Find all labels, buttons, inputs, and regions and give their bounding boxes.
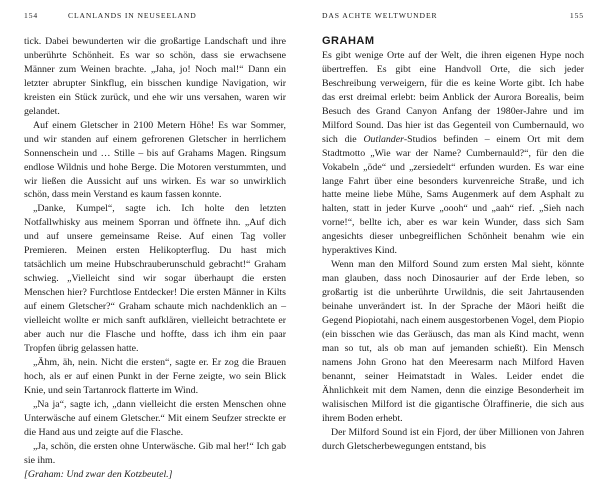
paragraph: „Na ja“, sagte ich, „dann vielleicht die ersten Menschen ohne Unterwäsche auf einem Gletscher.“ Mit einem Seufzer streckte er die Hand aus und zeigte auf die Flasche.: [24, 398, 286, 438]
body-text-left: [24, 35, 286, 482]
running-header-left: [24, 11, 286, 21]
page-number: 154: [24, 11, 39, 20]
body-text-right: [322, 35, 584, 454]
paragraph: Wenn man den Milford Sound zum ersten Mal sieht, könnte man glauben, dass noch Dinosaurier auf der Erde leben, so großartig ist die unberührte Urwildnis, die seit Jahrtausenden beinahe unverändert ist. In der Sprache der Māori heißt die Gegend Piopiotahi, nach einem ausgestorbenen Vogel, dem Piopio (ein bisschen wie das Geräusch, das man als Kind macht, wenn man so tut, als ob man auf jemanden schießt). Ein Mensch namens John Grono hat den Meeresarm nach Milford Haven benannt, seiner Heimatstadt in Wales. Leider endet die Ähnlichkeit mit dem Namen, denn die einzige Besonderheit im walisischen Milford ist die gigantische Ölraffinerie, die sich aus ihrem Boden erhebt.: [322, 259, 584, 424]
paragraph: [24, 440, 286, 482]
right-page: [322, 0, 584, 467]
paragraph: „Ähm, äh, nein. Nicht die ersten“, sagte er. Er zog die Brauen hoch, als er auf einen Punkt in der Ferne zeigte, wo sein Blick Knie, und sein Tartanrock flatterte im Wind.: [24, 356, 286, 396]
paragraph: Es gibt wenige Orte auf der Welt, die ihren eigenen Hype noch übertreffen. Es gibt eine Handvoll Orte, die sich jeder Beschreibung verweigern, für die es keine Worte gibt. Ich habe das erst dreimal erlebt: beim Anblick der Aurora Borealis, beim Besuch des Grand Canyon Anfang der 1980er-Jahre und im Milford Sound. Das hier ist das Gegenteil von Cumbernauld, wo sich die Outlander-Studios befinden – einem Ort mit dem Stadtmotto „Wie war der Name? Cumbernauld?“, für den die Vokabeln „öde“ und „zersiedelt“ erfunden wurden. Es war eine lange Fahrt über eine besonders kurvenreiche Straße, und ich hatte meine liebe Mühe, Sams Augenmerk auf dem Asphalt zu halten, statt in jeder Kurve „oooh“ und „aah“ rief. „Sieh nach vorne!“, bellte ich, aber es war kein Wunder, dass sich Sam angesichts dieser unbegreiflichen Schönheit benahm wie ein hyperaktives Kind.: [322, 49, 584, 257]
italic-title: Outlander: [363, 133, 404, 145]
paragraph: Der Milford Sound ist ein Fjord, der über Millionen von Jahren durch Gletscherbewegungen entstand, bis: [322, 426, 584, 452]
page-number: 155: [569, 11, 584, 20]
paragraph: tick. Dabei bewunderten wir die großartige Landschaft und ihre unberührte Schönheit. Es war so schön, dass sie erwachsene Männer zum Weinen brachte. „Jaha, jo! Noch mal!“ Dann ein letzter abrupter Sinkflug, ein bisschen kundige Navigation, wir kreisten ein Stück zurück, und ehe wir uns versahen, waren wir gelandet.: [24, 36, 286, 117]
section-heading: GRAHAM: [322, 35, 375, 47]
editorial-note: [Graham: Und zwar den Kotzbeutel.]: [24, 468, 173, 480]
paragraph-text: „Ja, schön, die ersten ohne Unterwäsche. Gib mal her!“ Ich gab sie ihm.: [24, 440, 286, 466]
paragraph: „Danke, Kumpel“, sagte ich. Ich holte den letzten Notfallwhisky aus meinem Sporran und öffnete ihn. „Auf dich und auf unsere gemeinsame Reise. Auf einen Tag voller Premieren. Meinen ersten Helikopterflug. Du hast mich tatsächlich um meine Hubschrauberunschuld gebracht!“ Graham schwieg. „Vielleicht sind wir sogar überhaupt die ersten Menschen hier? Furchtlose Entdecker! Die ersten Männer in Kilts auf einem Gletscher?“ Graham schaute mich nachdenklich an – vielleicht wollte er mich sanft aufklären, vielleicht betrachtete er aber auch nur die Flasche und hoffte, dass ich ihm ein paar Tropfen übrig gelassen hatte.: [24, 203, 286, 354]
running-header-right: [322, 11, 584, 21]
running-head-title: CLANLANDS IN NEUSEELAND: [68, 11, 197, 20]
left-page: [24, 0, 286, 480]
paragraph: Auf einem Gletscher in 2100 Metern Höhe! Es war Sommer, und wir standen auf einem gefrorenen Gletscher in herrlichem Sonnenschein und … Stille – bis auf Grahams Magen. Ringsum endlose Wildnis und hohe Berge. Die Motoren verstummten, und wir ließen die Aussicht auf uns wirken. Es war so unwirklich schön, dass mein Verstand es kaum fassen konnte.: [24, 119, 286, 201]
running-head-title: DAS ACHTE WELTWUNDER: [322, 11, 438, 20]
